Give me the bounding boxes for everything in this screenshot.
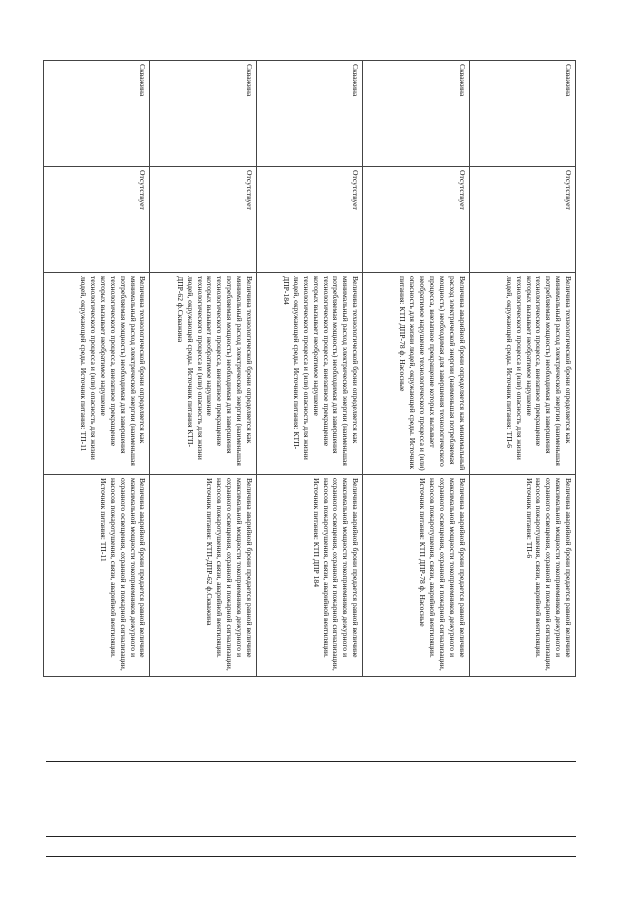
table-row (256, 61, 362, 677)
table-row (150, 61, 256, 677)
object-cell: Скважина (44, 61, 150, 167)
armor-table (43, 60, 576, 677)
tech-armor-cell: Отсутствует (150, 167, 256, 273)
table-row (363, 61, 469, 677)
emergency-load-cell: Величина аварийной брони предается равной величине максимальной мощности токоприемников дежурного и охранного освещения, охранной и пожарной сигнализации, насосов пожаротушения, связи, аварийной вентиляции. Источник питания: ТП-11 (44, 475, 150, 677)
object-cell: Скважина (469, 61, 575, 167)
emergency-load-cell: Величина аварийной брони предается равной величине максимальной мощности токоприемников дежурного и охранного освещения, охранной и пожарной сигнализации, насосов пожаротушения, связи, аварийной вентиляции. Источник питания: КТП ДПР-78 ф. Насосные (363, 475, 469, 677)
table-row (469, 61, 575, 677)
armor-description-cell: Величина аварийной брони определяется как минимальный расход электрической энергии (наименьшая потребляемая мощность) необходимая для завершения технологического процесса, внезапное прекращение которых вызывает необратимое нарушение технологического процесса и (или) опасность для жизни людей, окружающей среды. Источник питания: КТП ДПР-78 ф. Насосные (363, 273, 469, 475)
armor-description-cell: Величина технологической брони определяется как минимальный расход электрической энергии (наименьшая потребляемая мощность) необходимая для завершения технологического процесса, внезапное прекращение которых вызывает необратимое нарушение технологического процесса и (или) опасность для жизни людей, окружающей среды. Источник питания КТП-ДПР-62 ф.Скважина (150, 273, 256, 475)
emergency-load-cell: Величина аварийной брони предается равной величине максимальной мощности токоприемников дежурного и охранного освещения, охранной и пожарной сигнализации, насосов пожаротушения, связи, аварийной вентиляции. Источник питания: ТП-6 (469, 475, 575, 677)
object-cell: Скважина (256, 61, 362, 167)
tech-armor-cell: Отсутствует (363, 167, 469, 273)
tech-armor-cell: Отсутствует (256, 167, 362, 273)
divider-line (46, 836, 576, 837)
divider-line (46, 856, 576, 857)
divider-line (46, 761, 576, 762)
tech-armor-cell: Отсутствует (44, 167, 150, 273)
tech-armor-cell: Отсутствует (469, 167, 575, 273)
armor-description-cell: Величина технологической брони определяется как минимальный расход электрической энергии (наименьшая потребляемая мощность) необходимая для завершения технологического процесса, внезапное прекращение которых вызывает необратимое нарушение технологического процесса и (или) опасность для жизни людей, окружающей среды. Источник питания: КТП-ДПР-184 (256, 273, 362, 475)
rotated-table-wrapper (44, 60, 576, 676)
armor-description-cell: Величина технологической брони определяется как минимальный расход электрической энергии (наименьшая потребляемая мощность) необходимая для завершения технологического процесса, внезапное прекращение которых вызывает необратимое нарушение технологического процесса и (или) опасность для жизни людей, окружающей среды. Источник питания: ТП-6 (469, 273, 575, 475)
object-cell: Скважина (150, 61, 256, 167)
armor-description-cell: Величина технологической брони определяется как минимальный расход электрической энергии (наименьшая потребляемая мощность) необходимая для завершения технологического процесса, внезапное прекращение которых вызывает необратимое нарушение технологического процесса и (или) опасность для жизни людей, окружающей среды. Источник питания: ТП-11 (44, 273, 150, 475)
emergency-load-cell: Величина аварийной брони предается равной величине максимальной мощности токоприемников дежурного и охранного освещения, охранной и пожарной сигнализации, насосов пожаротушения, связи, аварийной вентиляции. Источник питания: КТП-ДПР-62 ф.Скважина (150, 475, 256, 677)
object-cell: Скважина (363, 61, 469, 167)
table-row (44, 61, 150, 677)
emergency-load-cell: Величина аварийной брони предается равной величине максимальной мощности токоприемников дежурного и охранного освещения, охранной и пожарной сигнализации, насосов пожаротушения, связи, аварийной вентиляции. Источник питания: КТП ДПР 184 (256, 475, 362, 677)
